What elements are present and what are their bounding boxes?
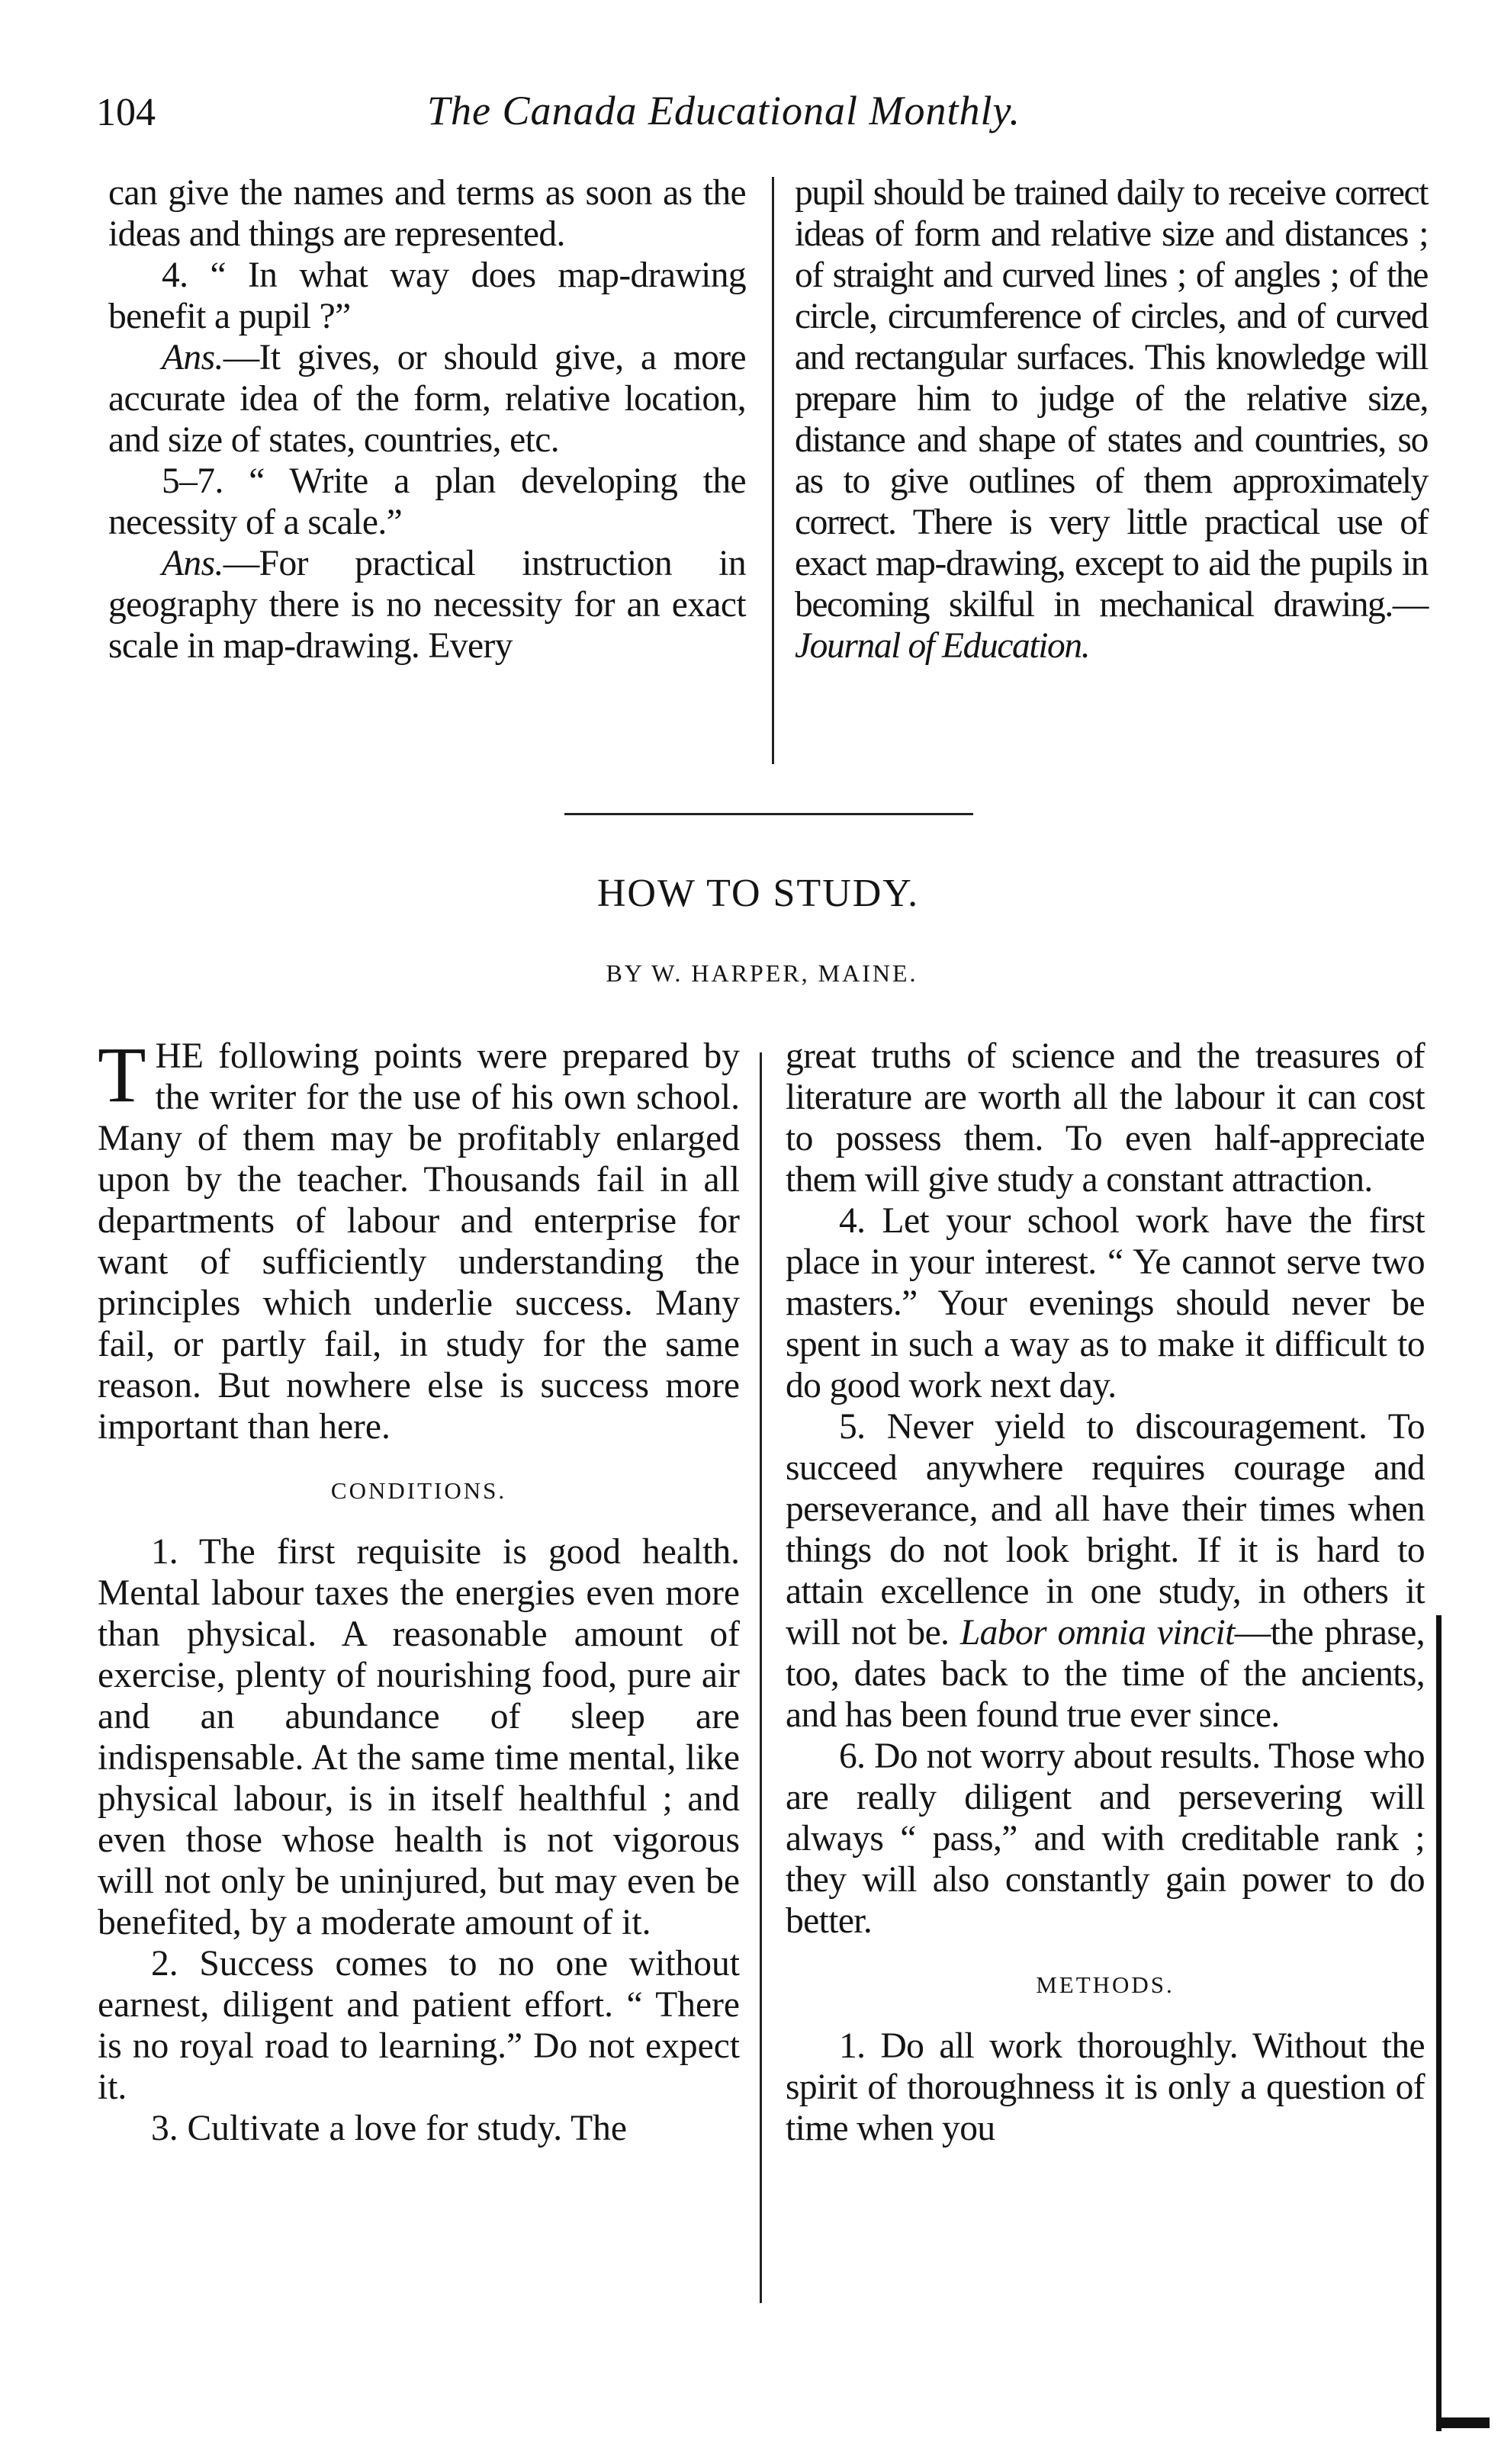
condition-4: 4. Let your school work have the first place in your interest. “ Ye cannot serve two masters.” Your evenings should never be spent in such a way as to make it difficult to do good work next day. [786, 1201, 1425, 1405]
answer-5-7 [108, 543, 746, 667]
intro-paragraph [98, 1031, 740, 1447]
condition-5-text: 5. Never yield to discouragement. To succeed anywhere requires courage and perseverance, and all have their times when things do not look bright. If it is hard to attain excellence in one study, in others it will not be. [786, 1407, 1425, 1653]
answer-dash: — [223, 544, 259, 583]
method-1: 1. Do all work thoroughly. Without the spirit of thoroughness it is only a question of time when you [786, 2026, 1425, 2148]
article-right-column [786, 1036, 1425, 2149]
paragraph-text: pupil should be trained daily to receive correct ideas of form and relative size and distances ; of straight and curved lines ; of angles ; of the circle, circumference of circles, and of curved and rectangular surfaces. This knowledge will prepare him to judge of the relative size, distance and shape of states and countries, so as to give outlines of them approximately correct. There is very little practical use of exact map-drawing, except to aid the pupils in becoming skilful in mechanical drawing. [795, 173, 1428, 625]
answer-dash: — [223, 338, 259, 377]
paragraph [795, 172, 1428, 667]
column-divider-top [772, 177, 774, 764]
methods-heading: METHODS. [1036, 1971, 1175, 1998]
paragraph: can give the names and terms as soon as the ideas and things are represented. [108, 173, 746, 254]
condition-5 [786, 1406, 1425, 1736]
source-citation: Journal of Education. [795, 626, 1090, 666]
condition-5-text-end: —the phrase, too, dates back to the time of the ancients, and has been found true ever since. [786, 1613, 1425, 1735]
top-left-column [108, 172, 746, 667]
running-head: The Canada Educational Monthly. [427, 88, 1020, 133]
article-title: HOW TO STUDY. [596, 872, 920, 915]
condition-2: 2. Success comes to no one without earnest, diligent and patient effort. “ There is no royal road to learning.” Do not expect it. [98, 1944, 740, 2107]
article-byline: BY W. HARPER, MAINE. [606, 959, 918, 987]
condition-3-continued: great truths of science and the treasures of literature are worth all the labour it can cost to possess them. To even half-appreciate them will give study a constant attraction. [786, 1036, 1425, 1200]
source-dash: — [1392, 585, 1428, 625]
answer-text: For practical instruction in geography there is no necessity for an exact scale in map-drawing. Every [108, 544, 746, 666]
conditions-heading: CONDITIONS. [330, 1477, 507, 1504]
condition-1: 1. The first requisite is good health. Mental labour taxes the energies even more than physical. A reasonable amount of exercise, plenty of nourishing food, pure air and an abundance of sleep are indispensable. At the same time mental, like physical labour, is in itself healthful ; and even those whose health is not vigorous will not only be uninjured, but may even be benefited, by a moderate amount of it. [98, 1532, 740, 1942]
answer-label: Ans. [162, 544, 223, 583]
answer-text: It gives, or should give, a more accurate idea of the form, relative location, and size of states, countries, etc. [108, 338, 746, 460]
question-5-7: 5–7. “ Write a plan developing the necessity of a scale.” [108, 461, 746, 542]
page-edge-bracket-foot [1436, 2417, 1490, 2428]
drop-cap: T [98, 1031, 146, 1119]
condition-3: 3. Cultivate a love for study. The [151, 2109, 627, 2148]
page-edge-bracket [1436, 1615, 1442, 2431]
answer-4 [108, 337, 746, 461]
article-left-column [98, 1031, 740, 2149]
page-number: 104 [96, 91, 156, 134]
question-4: 4. “ In what way does map-drawing benefit a pupil ?” [108, 255, 746, 336]
section-rule [564, 813, 973, 815]
column-divider-bottom [760, 1052, 762, 2303]
latin-phrase: Labor omnia vincit [959, 1613, 1235, 1653]
condition-6: 6. Do not worry about results. Those who are really diligent and persevering will always “ pass,” and with creditable rank ; they will also constantly gain power to do better. [786, 1736, 1425, 1941]
intro-text: HE following points were prepared by the writer for the use of his own school. Many of them may be profitably enlarged upon by the teacher. Thousands fail in all departments of labour and enterprise for want of sufficiently understanding the principles which underlie success. Many fail, or partly fail, in study for the same reason. But nowhere else is success more important than here. [98, 1036, 740, 1447]
answer-label: Ans. [162, 338, 223, 377]
top-right-column [795, 172, 1428, 667]
